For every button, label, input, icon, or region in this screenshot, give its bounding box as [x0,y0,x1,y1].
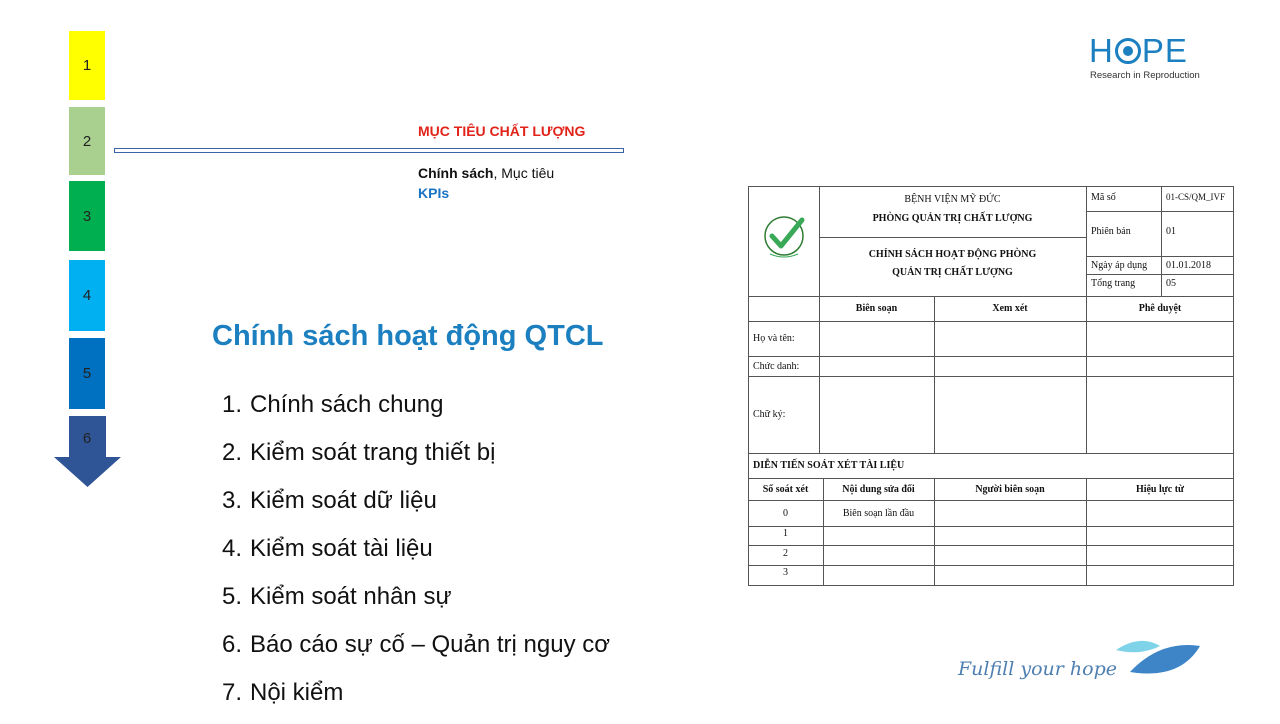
list-item [222,388,610,436]
step-1-label: 1 [82,57,92,74]
sign-row-label: Chức danh: [753,360,800,372]
logo-text: H PE [1089,32,1188,69]
sign-header: Xem xét [992,303,1028,314]
history-header: Số soát xét [762,483,809,495]
doc-title-1: CHÍNH SÁCH HOẠT ĐỘNG PHÒNG [868,248,1037,260]
step-1 [69,31,105,100]
subtitle-bold: Chính sách [418,165,494,181]
history-no: 0 [783,507,788,519]
section-title: MỤC TIÊU CHẤT LƯỢNG [418,123,586,139]
item-number: 5. [222,583,243,610]
history-no: 2 [783,547,788,559]
item-number: 7. [222,679,243,706]
history-header: Hiệu lực từ [1135,483,1185,495]
step-3 [69,181,105,251]
subtitle-rest: , Mục tiêu [493,165,555,181]
item-number: 2. [222,439,243,466]
meta-label: Mã số [1091,191,1116,203]
section-subtitle-2: KPIs [418,185,450,201]
tagline: Fulfill your hope [958,658,1117,680]
list-item [222,436,610,484]
sign-row-label: Họ và tên: [753,333,795,344]
list-item [222,676,610,724]
item-text: Kiểm soát dữ liệu [250,487,437,514]
policy-list [222,388,610,724]
step-5 [69,338,105,409]
step-6-arrow [54,416,121,487]
item-text: Nội kiểm [250,679,344,706]
item-text: Chính sách chung [250,391,444,418]
sign-header: Biên soạn [855,303,898,314]
list-item [222,580,610,628]
doc-department: PHÒNG QUẢN TRỊ CHẤT LƯỢNG [872,212,1033,224]
history-no: 1 [783,527,788,539]
section-subtitle-1 [418,165,554,181]
item-number: 6. [222,631,243,658]
logo-subtitle: Research in Reproduction [1090,70,1200,81]
step-2 [69,107,105,175]
history-title: DIỄN TIẾN SOÁT XÉT TÀI LIỆU [753,460,905,471]
history-content: Biên soạn lần đầu [842,507,915,519]
main-heading: Chính sách hoạt động QTCL [212,320,604,352]
meta-value: 01-CS/QM_IVF [1166,192,1226,202]
step-3-label: 3 [82,207,92,225]
list-item [222,484,610,532]
list-item [222,628,610,676]
meta-label: Phiên bản [1091,226,1131,237]
item-number: 4. [222,535,243,562]
history-no: 3 [783,566,788,578]
item-number: 3. [222,487,243,514]
item-text: Kiểm soát nhân sự [250,583,452,610]
step-5-label: 5 [82,365,92,382]
item-text: Kiểm soát tài liệu [250,535,433,562]
step-4-label: 4 [82,287,92,304]
doc-hospital: BỆNH VIỆN MỸ ĐỨC [904,193,1001,205]
meta-value: 01.01.2018 [1166,259,1211,271]
history-header: Người biên soạn [975,483,1045,495]
step-2-label: 2 [82,132,92,150]
step-4 [69,260,105,331]
step-6-label: 6 [82,430,92,447]
item-number: 1. [222,391,243,418]
meta-label: Tổng trang [1091,277,1136,289]
history-header: Nội dung sửa đổi [842,483,915,495]
sign-row-label: Chữ ký: [753,409,786,420]
doc-title-2: QUẢN TRỊ CHẤT LƯỢNG [892,266,1013,278]
meta-label: Ngày áp dụng [1091,259,1148,271]
item-text: Báo cáo sự cố – Quản trị nguy cơ [250,631,610,658]
meta-value: 01 [1166,226,1176,237]
section-divider [114,148,624,153]
sign-header: Phê duyệt [1138,303,1182,314]
quality-logo-icon [758,210,810,262]
document-preview [748,186,1234,586]
meta-value: 05 [1166,277,1176,289]
list-item [222,532,610,580]
item-text: Kiểm soát trang thiết bị [250,439,496,466]
leaf-logo-icon [1110,634,1202,682]
